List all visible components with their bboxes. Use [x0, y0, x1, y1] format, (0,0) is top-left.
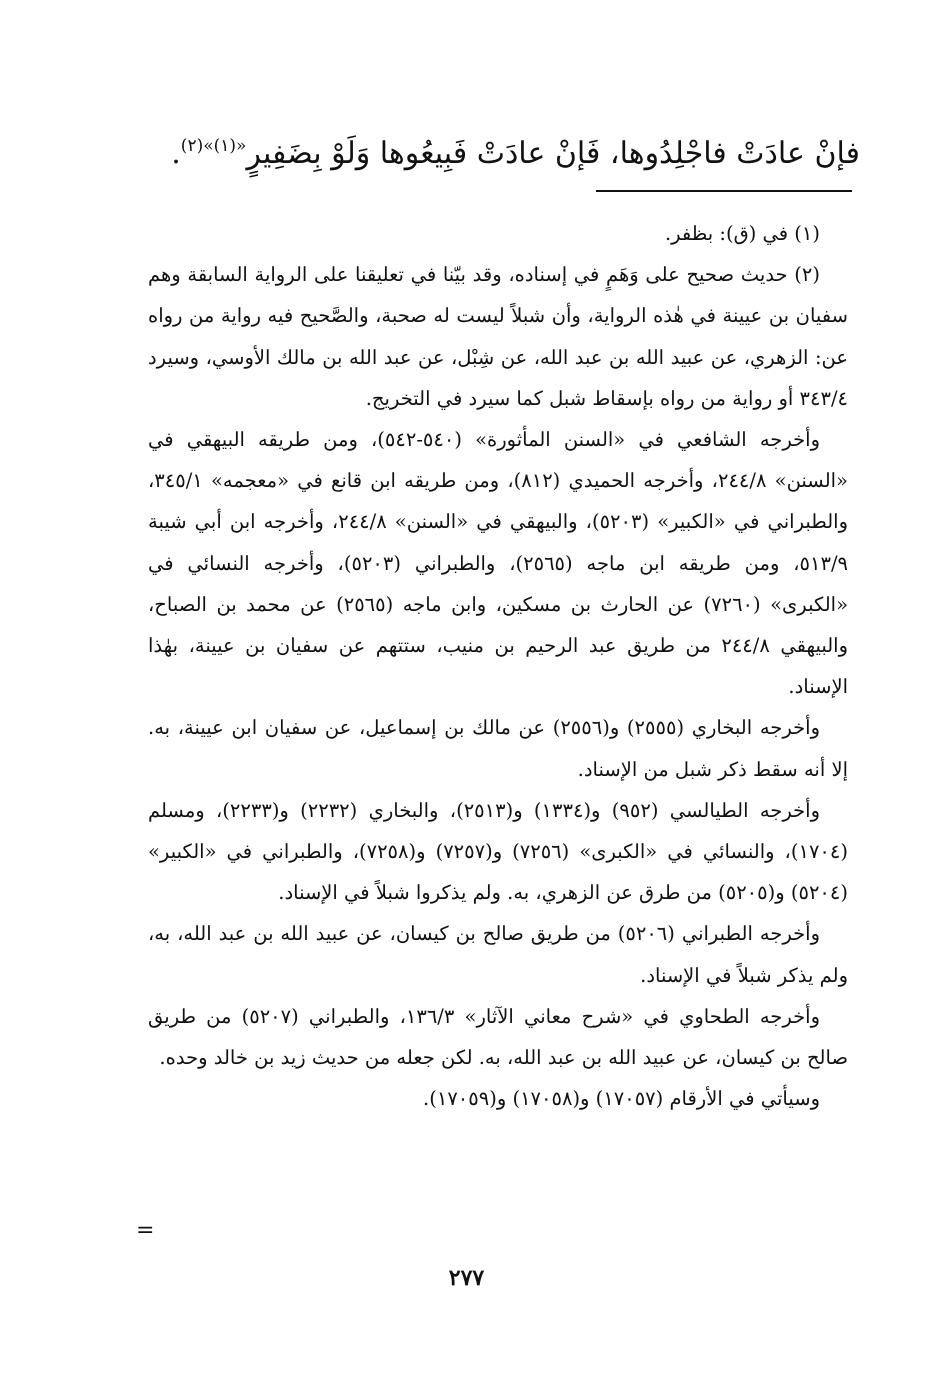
footnote-paragraph: وأخرجه البخاري (٢٥٥٥) و(٢٥٥٦) عن مالك بن إسماعيل، عن سفيان ابن عيينة، به. إلا أنه سقط ذكر شبل من الإسناد. — [148, 716, 848, 781]
footnote-1: (١) في (ق): بظفر. — [664, 222, 820, 245]
main-text-end: . — [171, 136, 181, 171]
footnote-2: (٢) حديث صحيح على وَهَمٍ في إسناده، وقد بيّنا في تعليقنا على الرواية السابقة وهم سفيان بن عيينة في هٰذه الرواية، وأن شبلاً ليست له صحبة، والصَّحيح فيه رواية من رواه عن: الزهري، عن عبيد الله بن عبد الله، عن شِبْل، عن عبد الله بن مالك الأوسي، وسيرد ٣٤٣/٤ أو رواية من رواه بإسقاط شبل كما سيرد في التخريج. — [148, 263, 848, 410]
footnote-paragraph: وسيأتي في الأرقام (١٧٠٥٧) و(١٧٠٥٨) و(١٧٠٥٩). — [423, 1087, 820, 1111]
footnote-paragraph: وأخرجه الطيالسي (٩٥٢) و(١٣٣٤) و(٢٥١٣)، والبخاري (٢٢٣٢) و(٢٢٣٣)، ومسلم (١٧٠٤)، والنسائي في «الكبرى» (٧٢٥٦) و(٧٢٥٧) و(٧٢٥٨)، والطبراني في «الكبير» (٥٢٠٤) و(٥٢٠٥) من طرق عن الزهري، به. ولم يذكروا شبلاً في الإسناد. — [148, 798, 848, 905]
footnote-reference-marks: «(١)»(٢) — [180, 136, 247, 156]
footnote-paragraph: وأخرجه الطبراني (٥٢٠٦) من طريق صالح بن كيسان، عن عبيد الله بن عبد الله، به، ولم يذكر شبلاً في الإسناد. — [148, 922, 848, 987]
footnotes-section — [148, 213, 848, 1119]
continuation-mark: = — [136, 1218, 155, 1243]
main-text — [150, 122, 860, 178]
footnote-separator-line — [596, 190, 852, 192]
footnote-paragraph: وأخرجه الشافعي في «السنن المأثورة» (٥٤٠-٥٤٢)، ومن طريقه البيهقي في «السنن» ٢٤٤/٨، وأخرجه الحميدي (٨١٢)، ومن طريقه ابن قانع في «معجمه» ٣٤٥/١، والطبراني في «الكبير» (٥٢٠٣)، والبيهقي في «السنن» ٢٤٤/٨، وأخرجه ابن أبي شيبة ٥١٣/٩، ومن طريقه ابن ماجه (٢٥٦٥)، والطبراني (٥٢٠٣)، وأخرجه النسائي في «الكبرى» (٧٢٦٠) عن الحارث بن مسكين، وابن ماجه (٢٥٦٥) عن محمد بن الصباح، والبيهقي ٢٤٤/٨ من طريق عبد الرحيم بن منيب، ستتهم عن سفيان بن عيينة، بهٰذا الإسناد. — [148, 428, 849, 699]
footnote-paragraph: وأخرجه الطحاوي في «شرح معاني الآثار» ١٣٦/٣، والطبراني (٥٢٠٧) من طريق صالح بن كيسان، عن عبيد الله بن عبد الله، به. لكن جعله من حديث زيد بن خالد وحده. — [148, 1004, 848, 1070]
page-number: ٢٧٧ — [448, 1265, 485, 1291]
main-text-body: فإنْ عادَتْ فاجْلِدُوها، فَإنْ عادَتْ فَبِيعُوها وَلَوْ بِضَفِيرٍ — [246, 136, 860, 171]
